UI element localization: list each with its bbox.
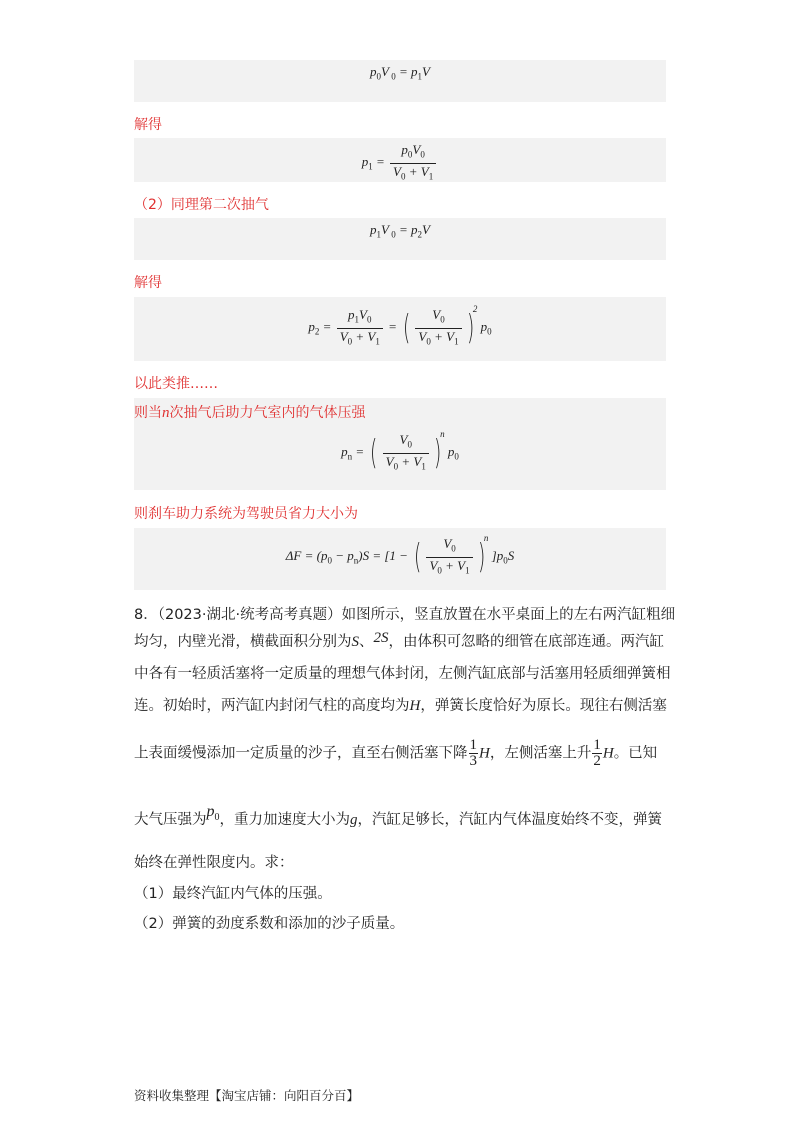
problem-line-2: 均匀，内壁光滑，横截面积分别为S、2S，由体积可忽略的细管在底部连通。两汽缸 <box>134 630 664 650</box>
question-1: （1）最终汽缸内气体的压强。 <box>134 886 332 902</box>
label-step-2: （2）同理第二次抽气 <box>134 197 269 213</box>
label-yici: 以此类推…… <box>134 376 218 392</box>
label-zesha: 则刹车助力系统为驾驶员省力大小为 <box>134 506 358 522</box>
footer-source: 资料收集整理【淘宝店铺：向阳百分百】 <box>134 1088 360 1103</box>
label-zedang: 则当n次抽气后助力气室内的气体压强 <box>134 405 366 421</box>
problem-line-7: 始终在弹性限度内。求： <box>134 855 294 871</box>
equation-pn: $p_n$ = ( $\frac{V_0}{V_0 + V_1}$ )$^n$ $p_0$ <box>341 428 459 474</box>
equation-box-3 <box>134 218 666 260</box>
problem-line-3: 中各有一轻质活塞将一定质量的理想气体封闭，左侧汽缸底部与活塞用轻质细弹簧相 <box>134 666 671 682</box>
fraction-one-half: $\frac{1}{2}$ <box>593 737 601 769</box>
equation-box-1 <box>134 60 666 102</box>
problem-line-5: 上表面缓慢添加一定质量的沙子，直至右侧活塞下降 $\frac{1}{3}$ H，左侧活塞上升 $\frac{1}{2}$ H。已知 <box>134 737 658 769</box>
label-jiede-1: 解得 <box>134 117 162 133</box>
question-2: （2）弹簧的劲度系数和添加的沙子质量。 <box>134 916 405 932</box>
equation-box-6 <box>134 528 666 590</box>
equation-delta-f: $\Delta F = (p_0 - p_n)S = [1$ − ( $\frac{V_0}{V_0 + V_1}$ )$^n$ ]$p_0S$ <box>285 532 515 578</box>
equation-box-5 <box>134 398 666 490</box>
equation-boyle-2: $p_1V$ $_0 = p_2V$ <box>370 222 430 240</box>
problem-line-1: 8．（2023·湖北·统考高考真题）如图所示，竖直放置在水平桌面上的左右两汽缸粗细 <box>134 607 676 623</box>
equation-box-2 <box>134 138 666 182</box>
problem-line-4: 连。初始时，两汽缸内封闭气柱的高度均为H，弹簧长度恰好为原长。现往右侧活塞 <box>134 698 667 714</box>
equation-boyle-1: $p_0V$ $_0 = p_1V$ <box>370 64 430 82</box>
problem-line-6: 大气压强为$p_0$，重力加速度大小为g，汽缸足够长，汽缸内气体温度始终不变，弹簧 <box>134 803 662 828</box>
label-jiede-2: 解得 <box>134 275 162 291</box>
equation-box-4 <box>134 297 666 361</box>
equation-p1: $p_1$ = $\frac{p_0V_0}{V_0 + V_1}$ <box>134 142 666 184</box>
equation-p2: $p_2$ = $\frac{p_1V_0}{V_0 + V_1}$ = ( $\frac{V_0}{V_0 + V_1}$ )$^2$ $p_0$ <box>308 303 492 349</box>
fraction-one-third: $\frac{1}{3}$ <box>469 737 477 769</box>
